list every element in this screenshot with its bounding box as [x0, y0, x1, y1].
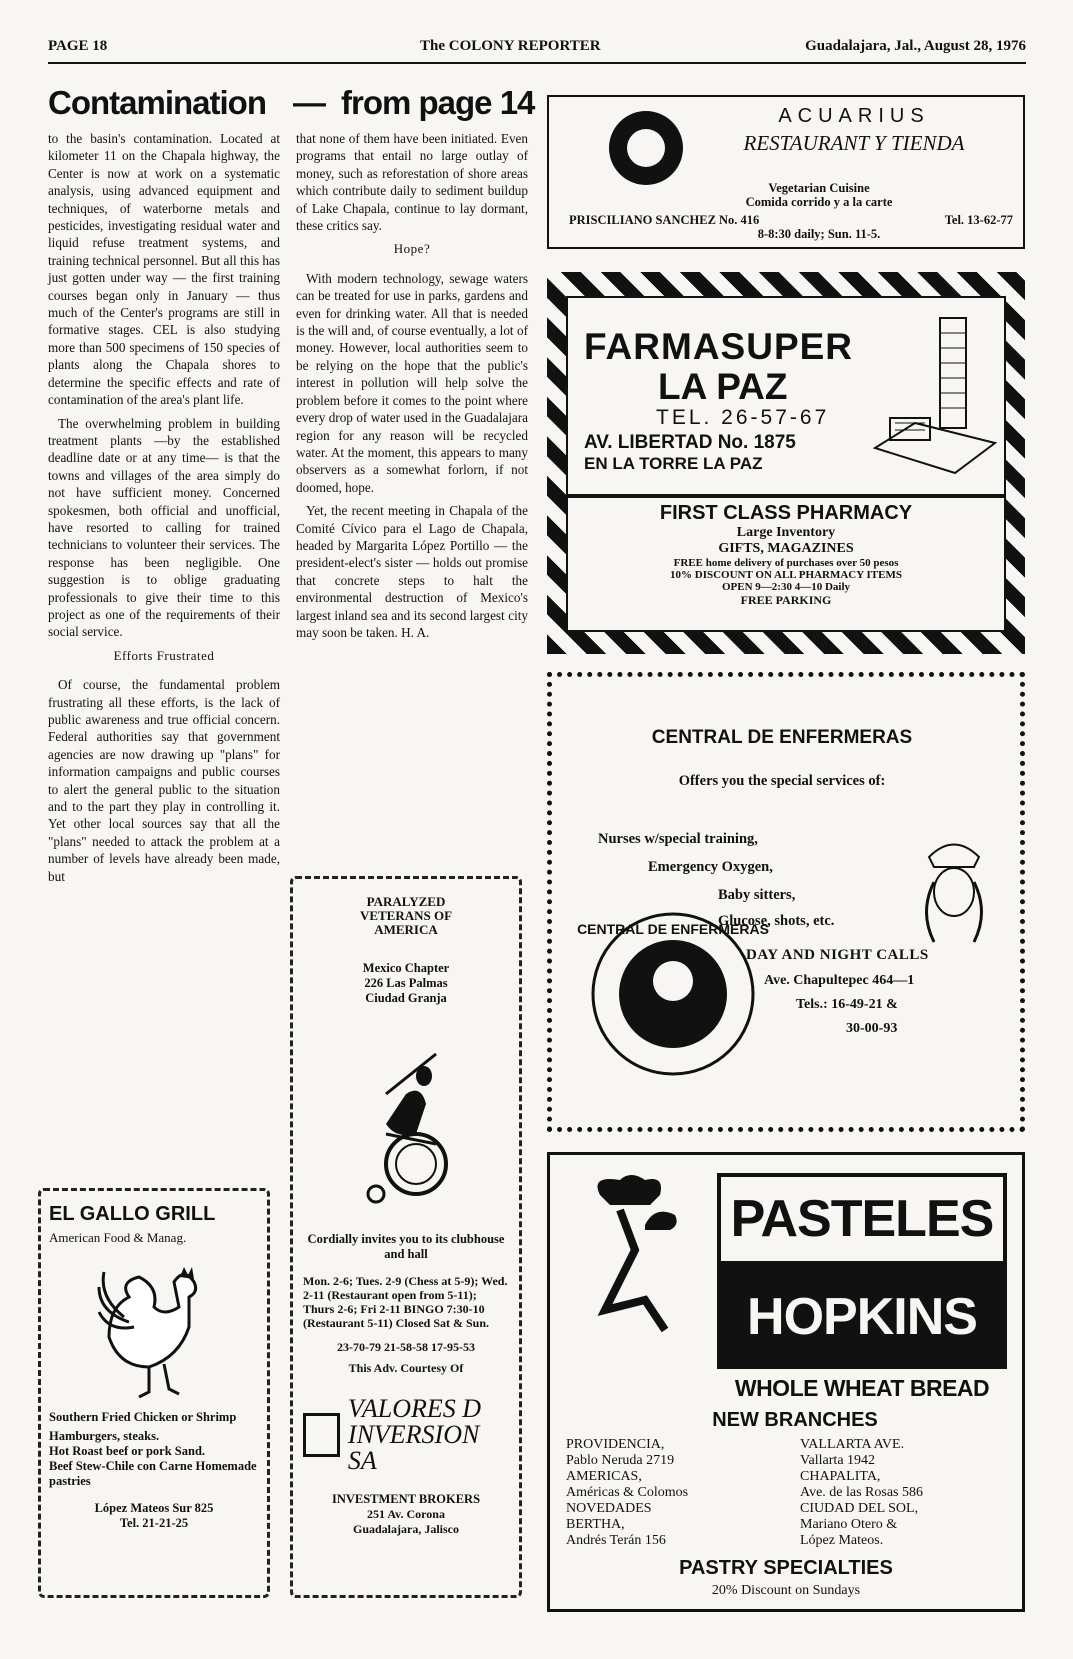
ad-address: EN LA TORRE LA PAZ	[584, 454, 763, 473]
branch-line: CHAPALITA,	[800, 1469, 881, 1484]
paragraph: Of course, the fundamental problem frustrating all these efforts, is the lack of public awareness and true official concern. Federal authorities say that government agencies are now drawing up "plans" for information campaigns and public courses to alert the general public to the situation and to the part they play in controlling it. Yet other local sources say that all the "plans" needed to attack the problem at a number of levels have already been made, but	[48, 677, 280, 884]
ad-offer: Offers you the special services of:	[678, 773, 886, 789]
menu-item: Beef Stew-Chile con Carne Homemade pastries	[49, 1459, 257, 1488]
paper-name: The COLONY REPORTER	[420, 38, 601, 54]
ad-address: 251 Av. Corona	[367, 1507, 445, 1521]
ad-phone: TEL. 26-57-67	[656, 406, 830, 429]
ad-line: FREE home delivery of purchases over 50 pesos	[673, 557, 899, 569]
ad-courtesy: This Adv. Courtesy Of	[348, 1361, 464, 1375]
branch-line: NOVEDADES	[566, 1501, 652, 1516]
valores-emblem-icon	[303, 1413, 340, 1457]
ad-line: Comida corrido y a la carte	[745, 195, 893, 209]
ad-title: ACUARIUS	[778, 105, 930, 127]
branch-line: BERTHA,	[566, 1517, 625, 1532]
ad-city: Guadalajara, Jalisco	[352, 1522, 459, 1536]
nurse-icon	[914, 837, 994, 947]
paragraph: With modern technology, sewage waters can be treated for use in parks, gardens and even for drinking water. All that is needed is the will and, of course eventually, a lot of money. However, local authorities seem to be relying on the hope that the public's interest in pollution will help solve the problem before it comes to the point where every drop of water used in the Guadalajara region for any reason will be recycled water. At the moment, this appears to many observers as a somewhat forlorn, if not doomed, hope.	[296, 270, 528, 495]
ad-address: AV. LIBERTAD No. 1875	[584, 432, 796, 453]
service-item: Emergency Oxygen,	[648, 859, 773, 875]
rooster-icon	[94, 1262, 214, 1402]
ad-line: Vegetarian Cuisine	[768, 181, 870, 195]
ad-title: FARMASUPER	[584, 326, 854, 367]
ad-address: López Mateos Sur 825	[94, 1501, 214, 1515]
ad-subtitle: RESTAURANT Y TIENDA	[743, 131, 965, 155]
headline-dash: —	[293, 84, 325, 121]
enfermeras-seal-icon	[577, 909, 769, 1079]
menu-item: Hot Roast beef or pork Sand.	[49, 1444, 206, 1458]
ad-line: FREE PARKING	[740, 593, 832, 607]
branch-line: Mariano Otero &	[800, 1517, 898, 1532]
branch-line: Vallarta 1942	[800, 1453, 876, 1468]
branch-line: Andrés Terán 156	[566, 1533, 666, 1548]
ad-title: EL GALLO GRILL	[49, 1203, 216, 1225]
menu-item: Southern Fried Chicken or Shrimp	[49, 1410, 237, 1424]
ad-headline: FIRST CLASS PHARMACY	[659, 502, 913, 524]
ad-farmasuper-bottom	[566, 496, 1006, 632]
ad-phone: Tels.: 16-49-21 &	[796, 997, 898, 1012]
ad-phone: Tel. 21-21-25	[119, 1516, 189, 1530]
ad-subtitle: American Food & Manag.	[49, 1230, 187, 1245]
ad-invite: Cordially invites you to its clubhouse and hall	[307, 1232, 505, 1261]
branch-line: VALLARTA AVE.	[800, 1437, 905, 1452]
masthead	[48, 34, 1026, 64]
ad-brokers: INVESTMENT BROKERS	[331, 1492, 481, 1506]
headline-left: Contamination	[48, 84, 266, 121]
branch-line: AMERICAS,	[566, 1469, 642, 1484]
article-column-1	[48, 130, 280, 891]
ad-central-enfermeras	[547, 672, 1025, 1132]
dateline: Guadalajara, Jal., August 28, 1976	[805, 38, 1026, 54]
ad-line: Large Inventory	[736, 525, 836, 540]
article-column-2	[296, 130, 528, 647]
ad-line: GIFTS, MAGAZINES	[718, 541, 854, 556]
logo-line: INVERSION SA	[347, 1420, 480, 1475]
aquarius-logo-icon	[609, 111, 683, 185]
logo-line: VALORES D	[347, 1394, 482, 1423]
article-headline	[48, 84, 535, 122]
ad-hours: 8-8:30 daily; Sun. 11-5.	[757, 227, 881, 241]
ad-title: HOPKINS	[747, 1288, 977, 1346]
branch-line: CIUDAD DEL SOL,	[800, 1501, 919, 1516]
ad-branches: NEW BRANCHES	[712, 1409, 878, 1431]
headline-right: from page 14	[341, 84, 535, 121]
subhead-hope: Hope?	[393, 241, 431, 257]
ad-specialties: PASTRY SPECIALTIES	[679, 1557, 893, 1579]
svg-text:CENTRAL DE ENFERMERAS: CENTRAL DE ENFERMERAS	[577, 921, 769, 937]
valores-logo	[303, 1396, 509, 1474]
ad-title: LA PAZ	[658, 366, 788, 407]
service-item: Glucose, shots, etc.	[718, 913, 835, 929]
ad-title: PARALYZED VETERANS OF AMERICA	[359, 894, 453, 937]
branch-line: López Mateos.	[800, 1533, 884, 1548]
ad-el-gallo-grill	[38, 1188, 270, 1598]
page-number: PAGE 18	[48, 38, 108, 54]
ad-address: Ave. Chapultepec 464—1	[764, 973, 915, 988]
branch-list-left	[566, 1437, 786, 1549]
service-item: Baby sitters,	[718, 887, 796, 903]
ad-farmasuper-top	[566, 296, 1006, 496]
paragraph: The overwhelming problem in building treatment plants —by the established deadline date or at any time— is that the towns and villages of the area simply do not have sufficient money. Concerned spokesmen, both official and unofficial, have resorted to calling for trained technicians to volunteer their services. The response has been negligible. One suggestion is to oblige graduating professionals to give their time to this project as one of the requirements of their social service.	[48, 415, 280, 640]
ad-title: PASTELES	[721, 1177, 1003, 1261]
pasteles-logo-block	[717, 1173, 1007, 1369]
branch-line: PROVIDENCIA,	[566, 1437, 665, 1452]
service-item: Nurses w/special training,	[598, 831, 758, 847]
subhead-efforts: Efforts Frustrated	[113, 647, 215, 663]
ad-hours: Mon. 2-6; Tues. 2-9 (Chess at 5-9); Wed. 2-11 (Restaurant open from 5-11); Thurs 2-6; Fri 2-11 BINGO 7:30-10 (Restaurant 5-11) Closed Sat & Sun.	[303, 1274, 508, 1330]
ad-line: 10% DISCOUNT ON ALL PHARMACY ITEMS	[670, 569, 902, 581]
paragraph: Yet, the recent meeting in Chapala of the Comité Cívico para el Lago de Chapala, headed by Margarita López Portillo — the president-elect's sister — holds out promise that concrete steps to halt the environmental destruction of Mexico's largest inland sea and its second largest city may soon be taken. H. A.	[296, 503, 528, 640]
paragraph: that none of them have been initiated. Even programs that entail no large outlay of money, such as reforestation of shore areas which contribute daily to sediment buildup of Lake Chapala, continue to lay dormant, these critics say.	[296, 131, 528, 234]
ad-title: CENTRAL DE ENFERMERAS	[651, 727, 913, 748]
ad-address: PRISCILIANO SANCHEZ No. 416	[569, 213, 760, 227]
ad-acuarius	[547, 95, 1025, 249]
ad-calls: DAY AND NIGHT CALLS	[746, 947, 929, 963]
ad-city: Ciudad Granja	[365, 991, 447, 1005]
chef-icon	[580, 1175, 700, 1345]
ad-phone: Tel. 13-62-77	[944, 213, 1013, 227]
ad-phone: 30-00-93	[846, 1021, 898, 1036]
branch-line: Américas & Colomos	[566, 1485, 689, 1500]
ad-chapter: Mexico Chapter	[362, 961, 450, 975]
branch-list-right	[800, 1437, 1020, 1549]
ad-address: 226 Las Palmas	[364, 976, 448, 990]
ad-phones: 23-70-79 21-58-58 17-95-53	[337, 1340, 475, 1354]
ad-pasteles-hopkins	[547, 1152, 1025, 1612]
ad-paralyzed-veterans	[290, 876, 522, 1598]
ad-line: OPEN 9—2:30 4—10 Daily	[721, 581, 851, 593]
menu-item: Hamburgers, steaks.	[49, 1429, 160, 1443]
ad-discount: 20% Discount on Sundays	[711, 1583, 861, 1598]
wheelchair-icon	[346, 1034, 466, 1214]
ad-bread: WHOLE WHEAT BREAD	[734, 1375, 990, 1401]
paragraph: to the basin's contamination. Located at kilometer 11 on the Chapala highway, the Center is now at work on a systematic analysis, using advanced equipment and techniques, of waterborne metals and pesticides, investigating residual water and liquid refuse treatment systems, and training technical personnel. But all this has just gotten under way — the first training courses began only in January — thus much of the Center's programs are still in formative stages. CEL is also studying more than 500 specimens of 150 species of plants along the Chapala shores to determine the specific effects and rate of contamination of the area's plant life.	[48, 131, 280, 408]
tower-building-icon	[870, 318, 1000, 488]
branch-line: Pablo Neruda 2719	[566, 1453, 675, 1468]
branch-line: Ave. de las Rosas 586	[800, 1485, 923, 1500]
